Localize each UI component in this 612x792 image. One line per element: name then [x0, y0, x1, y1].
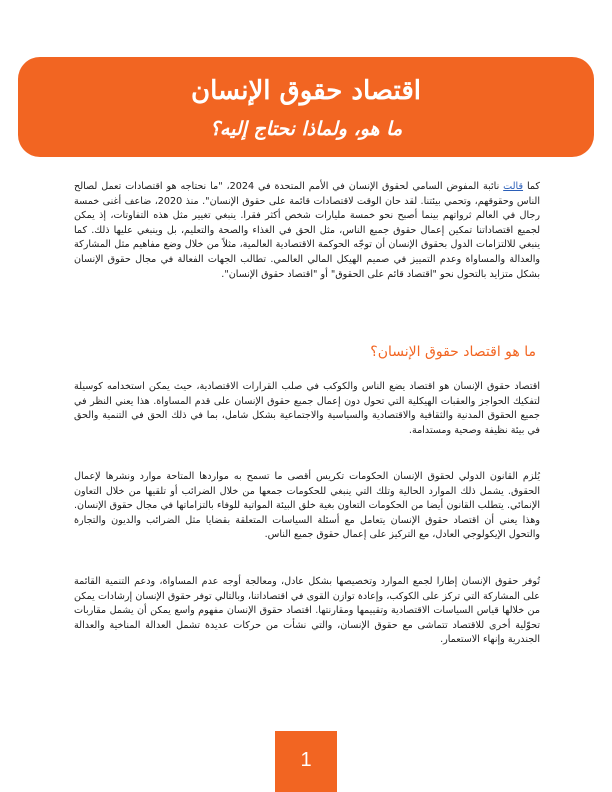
section-paragraph-2: يُلزم القانون الدولي لحقوق الإنسان الحكومات تكريس أقصى ما تسمح به مواردها المتاحة موارد ونشرها لإعمال الحقوق. يشمل ذلك الموارد الحالية وتلك التي ينبغي للحكومات جمعها من خلال الضرائب أو تلقيها من خلال التعاون الإنمائي. يتطلب القانون أيضا من الحكومات التعاون بغية خلق البيئة المواتية للوفاء بالتزاماتها في مجال حقوق الإنسان. وهذا يعني أن اقتصاد حقوق الإنسان يتعامل مع أسئلة السياسات المتعلقة بقضايا مثل الضرائب والديون والتجارة والتحول الإيكولوجي العادل، مع التركيز على إعمال حقوق جميع الناس.: [74, 471, 540, 541]
source-link[interactable]: قالت: [503, 181, 524, 192]
title-banner: [18, 57, 594, 157]
document-title: اقتصاد حقوق الإنسان: [191, 76, 421, 106]
section-paragraph-1: اقتصاد حقوق الإنسان هو اقتصاد يضع الناس والكوكب في صلب القرارات الاقتصادية، حيث يمكن استخدامه كوسيلة لتفكيك الحواجز والعقبات الهيكلية التي تحول دون إعمال جميع حقوق الإنسان على قدم المساواة. هذا يعني النظر في جميع الحقوق المدنية والثقافية والاقتصادية والسياسية والاجتماعية بشكل شامل، بما في ذلك الحق في التنمية والحق في بيئة نظيفة وصحية ومستدامة.: [74, 381, 540, 436]
intro-paragraph: [74, 180, 540, 282]
section-heading: ما هو اقتصاد حقوق الإنسان؟: [370, 344, 536, 360]
page-number: 1: [275, 731, 337, 792]
section-paragraph-3: تُوفر حقوق الإنسان إطارا لجمع الموارد وتخصيصها بشكل عادل، ومعالجة أوجه عدم المساواة، ودعم التنمية القائمة على المشاركة التي تركز على الكوكب، وإعادة توازن القوى في اقتصاداتنا، وبالتالي توفر حقوق الإنسان إرشادات يمكن من خلالها قياس السياسات الاقتصادية وتقييمها ومقارنتها. اقتصاد حقوق الإنسان مفهوم واسع يمكن أن يشمل مقاربات تحوّلية أخرى للاقتصاد تتماشى مع حقوق الإنسان، والتي نشأت من حركات عديدة تشمل العدالة المناخية والعدالة الجندرية وإنهاء الاستعمار.: [74, 576, 540, 646]
document-subtitle: ما هو، ولماذا نحتاج إليه؟: [209, 118, 403, 140]
intro-text-rest: نائبة المفوض السامي لحقوق الإنسان في الأمم المتحدة في 2024، "ما نحتاجه هو اقتصادات تعمل لصالح الناس وحقوقهم، وتحمي بيئتنا. لقد حان الوقت لاقتصادات قائمة على حقوق الإنسان". منذ 2020، ضاعف أغنى خمسة رجال في العالم ثرواتهم بينما أصبح نحو خمسة مليارات شخص أكثر فقرا. ينبغي تغيير مثل هذه التفاوتات، إذ يمكن لجميع اقتصاداتنا تمكين إعمال حقوق جميع الناس، مثل الحق في الغذاء والصحة والتعليم، بل وينبغي عليها ذلك. كما ينبغي للالتزامات الدول بحقوق الإنسان أن توجّه الحوكمة الاقتصادية العالمية، مثلاً من خلال وضع مفاهيم مثل المشاركة والعدالة والمساواة وعدم التمييز في صميم الهيكل المالي العالمي. تطالب الجهات الفعالة في مجال حقوق الإنسان بشكل متزايد بالتحول نحو "اقتصاد قائم على الحقوق" أو "اقتصاد حقوق الإنسان".: [74, 181, 540, 280]
intro-text-start: كما: [523, 181, 540, 192]
